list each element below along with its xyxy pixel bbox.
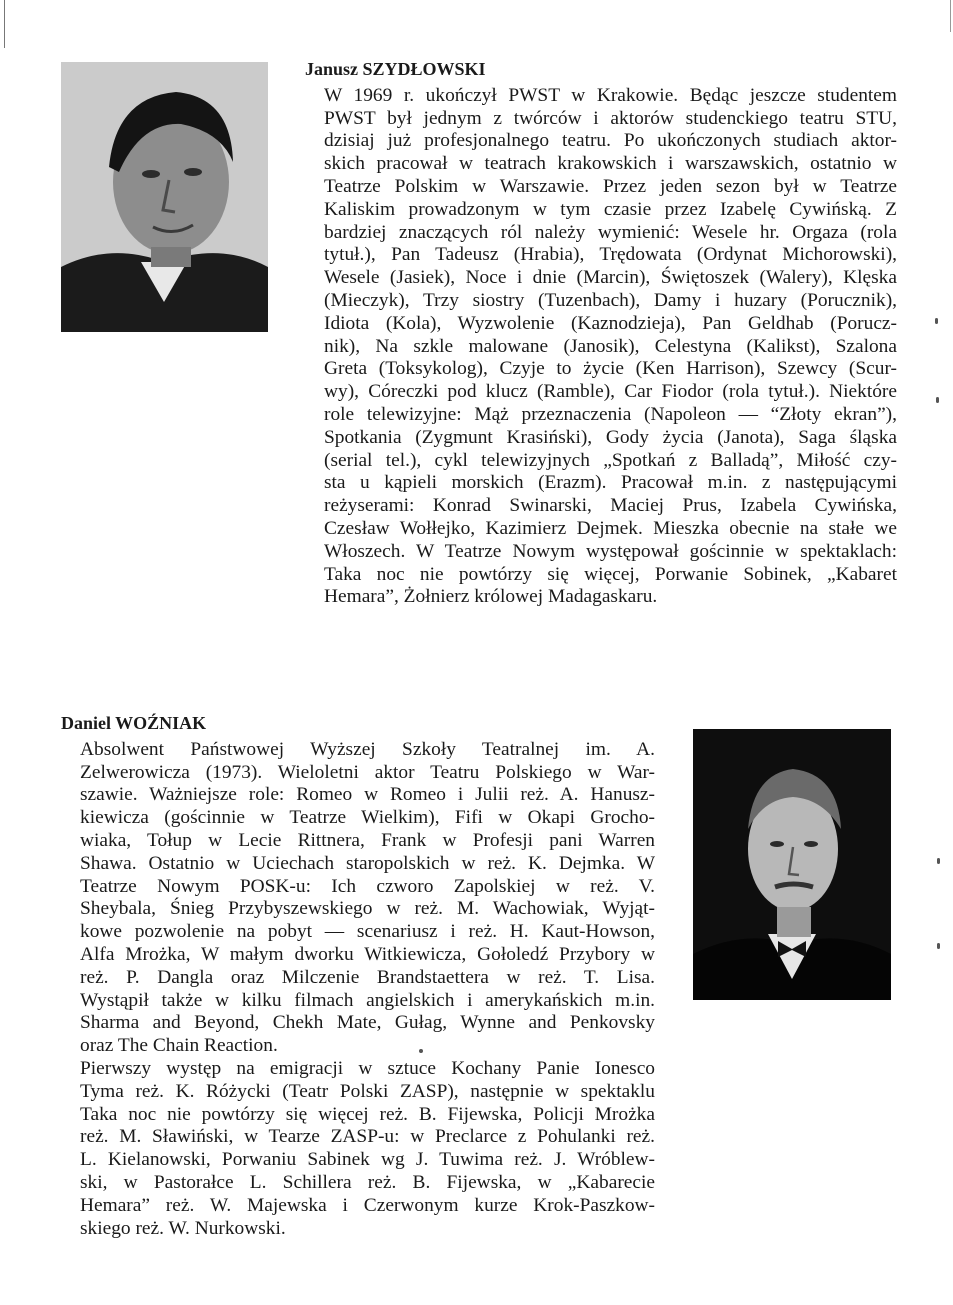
text-line: PWST był jednym z twórców i aktorów studenckiego teatru STU,	[324, 107, 897, 129]
text-line: reż. M. Sławiński, w Tearze ZASP-u: w Preclarce z Pohulanki reż.	[80, 1126, 655, 1148]
text-line: reż. P. Dangla oraz Milczenie Brandstaettera w reż. T. Lisa.	[80, 966, 655, 988]
text-line: Czesław Wołłejko, Kazimierz Dejmek. Mieszka obecnie na stałe we	[324, 517, 897, 539]
text-line: (serial tel.), cykl telewizyjnych „Spotkań z Balladą”, Miłość czy-	[324, 449, 897, 471]
actor-name: Daniel WOŹNIAK	[61, 713, 207, 733]
text-line: Teatrze Polskim w Warszawie. Przez jeden sezon był w Teatrze	[324, 175, 897, 197]
printing-speck	[935, 318, 938, 324]
text-line: kowe pozwolenie na pobyt — scenariusz i reż. H. Kaut-Howson,	[80, 921, 655, 943]
text-line: Taka noc nie powtórzy się więcej reż. B. Fijewska, Policji Mrożka	[80, 1103, 655, 1125]
printing-speck	[937, 943, 940, 949]
scan-edge-line	[950, 0, 951, 32]
text-line: bardziej znaczących ról należy wymienić: Wesele hr. Orgaza (rola	[324, 221, 897, 243]
portrait-photo-szydlowski	[61, 62, 268, 332]
biography-paragraph	[61, 739, 655, 1058]
text-line: Wesele (Jasiek), Noce i dnie (Marcin), Świętoszek (Walery), Klęska	[324, 267, 897, 289]
text-line: Sharma and Beyond, Chekh Mate, Gułag, Wynne and Penkovsky	[80, 1012, 655, 1034]
text-line: Alfa Mrożka, W małym dworku Witkiewicza, Gołoledź Przybory w	[80, 943, 655, 965]
text-line: Idiota (Kola), Wyzwolenie (Kaznodzieja), Pan Geldhab (Porucz-	[324, 312, 897, 334]
biography-paragraph	[61, 1058, 655, 1240]
portrait-photo-icon	[693, 729, 891, 1000]
text-line: reżyserami: Konrad Swinarski, Maciej Prus, Izabela Cywińska,	[324, 495, 897, 517]
text-line: wiaka, Tołup w Lecie Rittnera, Frank w Profesji pani Warren	[80, 829, 655, 851]
text-line: Kaliskim prowadzonym w tym czasie przez Izabelę Cywińską. Z	[324, 198, 897, 220]
text-line: Tyma reż. K. Różycki (Teatr Polski ZASP), następnie w spektaklu	[80, 1080, 655, 1102]
text-line: Spotkania (Zygmunt Krasiński), Gody życia (Janota), Saga śląska	[324, 426, 897, 448]
text-line: skich pracował w teatrach krakowskich i warszawskich, ostatnio w	[324, 153, 897, 175]
text-line: Hemara” reż. W. Majewska i Czerwonym kurze Krok-Paszkow-	[80, 1194, 655, 1216]
text-line: Włoszech. W Teatrze Nowym występował gościnnie w spektaklach:	[324, 540, 897, 562]
text-line: Sheybala, Śnieg Przybyszewskiego w reż. M. Wachowiak, Wyjąt-	[80, 898, 655, 920]
printing-speck	[419, 1049, 423, 1053]
text-line: role telewizyjne: Mąż przeznaczenia (Napoleon — “Złoty ekran”),	[324, 403, 897, 425]
text-line: skiego reż. W. Nurkowski.	[80, 1217, 286, 1239]
printing-speck	[936, 397, 939, 403]
text-line: Zelwerowicza (1973). Wieloletni aktor Teatru Polskiego w War-	[80, 761, 655, 783]
text-line: tytuł.), Pan Tadeusz (Hrabia), Trędowata (Ordynat Michorowski),	[324, 244, 897, 266]
text-line: Taka noc nie powtórzy się więcej, Porwanie Sobinek, „Kabaret	[324, 563, 897, 585]
portrait-photo-icon	[61, 62, 268, 332]
text-line: dzisiaj już profesjonalnego teatru. Po ukończonych studiach aktor-	[324, 130, 897, 152]
scan-edge-line	[4, 0, 5, 48]
text-line: (Mieczyk), Trzy siostry (Tuzenbach), Damy i huzary (Porucznik),	[324, 289, 897, 311]
text-line: szawie. Ważniejsze role: Romeo w Romeo i Julii reż. A. Hanusz-	[80, 784, 655, 806]
text-line: wy), Córeczki pod klucz (Ramble), Car Fiodor (rola tytuł.). Niektóre	[324, 381, 897, 403]
text-line: Absolwent Państwowej Wyższej Szkoły Teatralnej im. A.	[80, 738, 655, 760]
text-line: Hemara”, Żołnierz królowej Madagaskaru.	[324, 586, 658, 608]
text-line: Teatrze Nowym POSK-u: Ich czworo Zapolskiej w reż. V.	[80, 875, 655, 897]
text-line: Greta (Toksykolog), Czyje to życie (Ken Harrison), Szewcy (Scur-	[324, 358, 897, 380]
text-line: sta u kąpieli morskich (Erazm). Pracował m.in. z następującymi	[324, 472, 897, 494]
text-line: Wystąpił także w kilku filmach angielskich i amerykańskich m.in.	[80, 989, 655, 1011]
actor-name: Janusz SZYDŁOWSKI	[305, 59, 486, 79]
biography-entry-1	[305, 58, 897, 609]
text-line: kiewicza (gościnnie w Teatrze Wielkim), Fifi w Okapi Grocho-	[80, 807, 655, 829]
biography-entry-2	[61, 712, 655, 1240]
text-line: Pierwszy występ na emigracji w sztuce Kochany Panie Ionesco	[80, 1057, 655, 1079]
printing-speck	[937, 858, 940, 864]
text-line: nik), Na szkle malowane (Janosik), Celestyna (Kalikst), Szalona	[324, 335, 897, 357]
biography-paragraph	[305, 85, 897, 609]
portrait-photo-wozniak	[693, 729, 891, 1000]
text-line: W 1969 r. ukończył PWST w Krakowie. Będąc jeszcze studentem	[324, 84, 897, 106]
text-line: ski, w Pastorałce L. Schillera reż. B. Fijewska, w „Kabarecie	[80, 1171, 655, 1193]
text-line: L. Kielanowski, Porwaniu Sabinek wg J. Tuwima reż. J. Wróblew-	[80, 1149, 655, 1171]
text-line: oraz The Chain Reaction.	[80, 1035, 278, 1057]
text-line: Shawa. Ostatnio w Uciechach staropolskich w reż. K. Dejmka. W	[80, 852, 655, 874]
